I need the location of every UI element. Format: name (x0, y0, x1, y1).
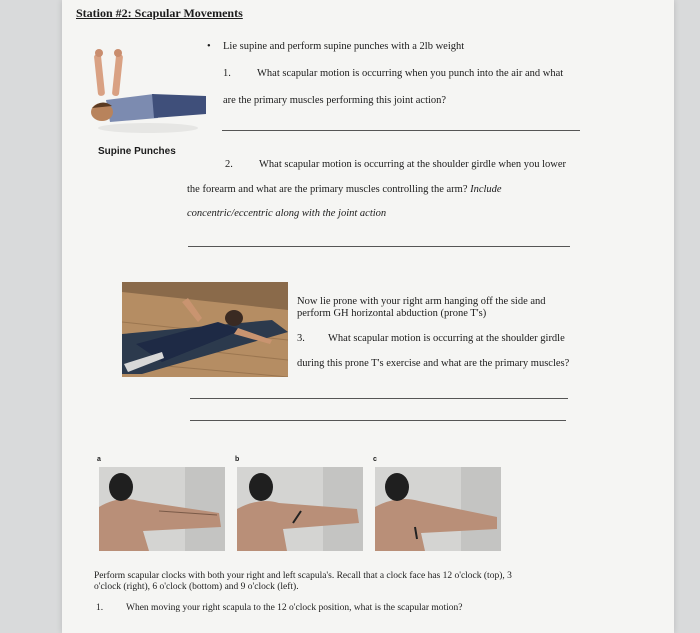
page-title: Station #2: Scapular Movements (76, 6, 243, 20)
supine-punches-figure (88, 42, 208, 134)
prone-instruction-line2: perform GH horizontal abduction (prone T's) (297, 308, 487, 319)
prone-instruction-line1: Now lie prone with your right arm hanging off the side and (297, 296, 546, 307)
q1-answer-line[interactable] (222, 130, 580, 131)
q1-number: 1. (223, 68, 231, 79)
photo-label-b: b (235, 456, 240, 463)
document-page (62, 0, 674, 633)
q2-text-line1: What scapular motion is occurring at the shoulder girdle when you lower (259, 159, 567, 170)
q3-answer-line-2[interactable] (190, 420, 566, 421)
q1-text-line1: What scapular motion is occurring when you punch into the air and what (257, 68, 564, 79)
scapular-clock-photo-a (99, 467, 225, 551)
q3-text-line2: during this prone T's exercise and what are the primary muscles? (297, 358, 570, 369)
scapular-clock-photo-c (375, 467, 501, 551)
q2-text-line2-italic: Include (470, 184, 502, 195)
clocks-instruction-line1: Perform scapular clocks with both your right and left scapula's. Recall that a clock face has 12 o'clock (top), 3 (94, 571, 512, 581)
supine-punches-caption: Supine Punches (98, 146, 176, 157)
q4-text: When moving your right scapula to the 12 o'clock position, what is the scapular motion? (126, 603, 463, 613)
q1-text-line2: are the primary muscles performing this joint action? (223, 95, 447, 106)
prone-ts-photo (122, 282, 288, 377)
q2-text-line2 (187, 184, 502, 195)
clocks-instruction-line2: o'clock (right), 6 o'clock (bottom) and 9 o'clock (left). (94, 582, 299, 592)
intro-bullet: • (207, 41, 211, 52)
q2-text-line3: concentric/eccentric along with the joint action (187, 208, 387, 219)
photo-label-a: a (97, 456, 101, 463)
q2-answer-line[interactable] (188, 246, 570, 247)
q3-number: 3. (297, 333, 305, 344)
q3-text-line1: What scapular motion is occurring at the shoulder girdle (328, 333, 565, 344)
q3-answer-line-1[interactable] (190, 398, 568, 399)
intro-text: Lie supine and perform supine punches with a 2lb weight (223, 41, 465, 52)
q4-number: 1. (96, 603, 104, 613)
q2-text-line2-plain: the forearm and what are the primary muscles controlling the arm? (187, 184, 468, 195)
scapular-clock-photo-b (237, 467, 363, 551)
photo-label-c: c (373, 456, 377, 463)
q2-number: 2. (225, 159, 233, 170)
